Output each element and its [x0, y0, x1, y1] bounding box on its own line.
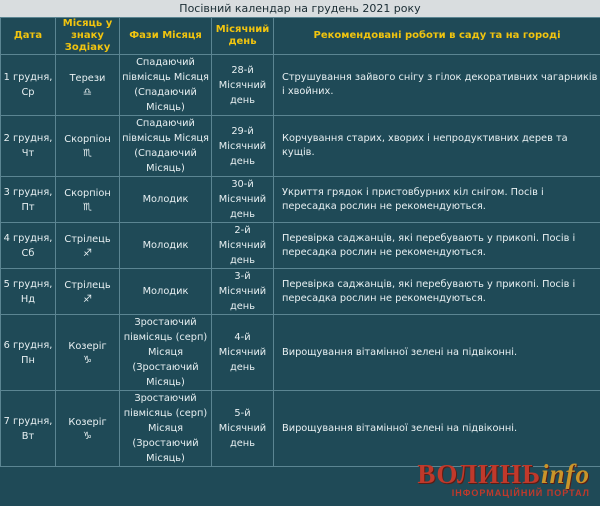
libra-icon: ♎: [83, 87, 92, 98]
phase-cell: Зростаючий півмісяць (серп) Місяця (Зростаючий Місяць): [120, 391, 212, 467]
lunar-day-cell: 5-й Місячний день: [212, 391, 274, 467]
watermark-logo: [400, 460, 590, 488]
work-cell: Перевірка саджанців, які перебувають у прикопі. Посів і пересадка рослин не рекомендуються.: [274, 269, 600, 315]
zodiac-cell: [56, 116, 120, 177]
date-cell: 7 грудня, Вт: [1, 391, 56, 467]
zodiac-cell: [56, 391, 120, 467]
date-cell: 4 грудня, Сб: [1, 223, 56, 269]
phase-cell: Молодик: [120, 177, 212, 223]
table-caption: Посівний календар на грудень 2021 року: [0, 0, 600, 18]
zodiac-label: Стрілець: [64, 279, 111, 291]
date-cell: 3 грудня, Пт: [1, 177, 56, 223]
header-work: Рекомендовані роботи в саду та на городі: [274, 18, 600, 55]
work-cell: Вирощування вітамінної зелені на підвіконні.: [274, 391, 600, 467]
phase-cell: Зростаючий півмісяць (серп) Місяця (Зростаючий Місяць): [120, 315, 212, 391]
lunar-day-cell: 28-й Місячний день: [212, 55, 274, 116]
zodiac-label: Стрілець: [64, 233, 111, 245]
zodiac-cell: [56, 269, 120, 315]
sagittarius-icon: ♐: [83, 247, 92, 259]
date-cell: 1 грудня, Ср: [1, 55, 56, 116]
header-phase: Фази Місяця: [120, 18, 212, 55]
zodiac-cell: [56, 177, 120, 223]
zodiac-label: Терези: [69, 73, 106, 84]
lunar-day-cell: 29-й Місячний день: [212, 116, 274, 177]
work-cell: Вирощування вітамінної зелені на підвіконні.: [274, 315, 600, 391]
work-cell: Перевірка саджанців, які перебувають у прикопі. Посів і пересадка рослин не рекомендуються.: [274, 223, 600, 269]
table-row: [1, 116, 600, 177]
watermark-accent-text: info: [540, 459, 590, 489]
lunar-day-cell: 30-й Місячний день: [212, 177, 274, 223]
watermark-subtitle: ІНФОРМАЦІЙНИЙ ПОРТАЛ: [451, 488, 590, 498]
lunar-day-cell: 4-й Місячний день: [212, 315, 274, 391]
phase-cell: Спадаючий півмісяць Місяця (Спадаючий Місяць): [120, 116, 212, 177]
zodiac-label: Козеріг: [68, 340, 107, 352]
capricorn-icon: ♑: [83, 354, 92, 366]
sagittarius-icon: ♐: [83, 293, 92, 305]
table-row: [1, 315, 600, 391]
lunar-day-cell: 3-й Місячний день: [212, 269, 274, 315]
capricorn-icon: ♑: [83, 430, 92, 442]
watermark-main-text: ВОЛИНЬ: [417, 459, 541, 489]
lunar-calendar-table: [0, 17, 600, 467]
zodiac-cell: [56, 315, 120, 391]
zodiac-label: Скорпіон: [64, 187, 111, 199]
table-row: [1, 223, 600, 269]
header-row: [1, 18, 600, 55]
header-date: Дата: [1, 18, 56, 55]
work-cell: Корчування старих, хворих і непродуктивних дерев та кущів.: [274, 116, 600, 177]
zodiac-cell: [56, 55, 120, 116]
date-cell: 6 грудня, Пн: [1, 315, 56, 391]
table-row: [1, 55, 600, 116]
lunar-day-cell: 2-й Місячний день: [212, 223, 274, 269]
date-cell: 5 грудня, Нд: [1, 269, 56, 315]
date-cell: 2 грудня, Чт: [1, 116, 56, 177]
table-row: [1, 391, 600, 467]
zodiac-cell: [56, 223, 120, 269]
table-row: [1, 269, 600, 315]
scorpio-icon: ♏: [83, 148, 92, 159]
zodiac-label: Скорпіон: [64, 134, 111, 145]
work-cell: Укриття грядок і пристовбурних кіл снігом. Посів і пересадка рослин не рекомендуються.: [274, 177, 600, 223]
phase-cell: Молодик: [120, 269, 212, 315]
header-zodiac: Місяць у знаку Зодіаку: [56, 18, 120, 55]
header-lunar-day: Місячний день: [212, 18, 274, 55]
table-row: [1, 177, 600, 223]
work-cell: Струшування зайвого снігу з гілок декоративних чагарників і хвойних.: [274, 55, 600, 116]
phase-cell: Спадаючий півмісяць Місяця (Спадаючий Місяць): [120, 55, 212, 116]
zodiac-label: Козеріг: [68, 416, 107, 428]
volyn-info-watermark: [400, 460, 590, 500]
phase-cell: Молодик: [120, 223, 212, 269]
scorpio-icon: ♏: [83, 201, 92, 213]
